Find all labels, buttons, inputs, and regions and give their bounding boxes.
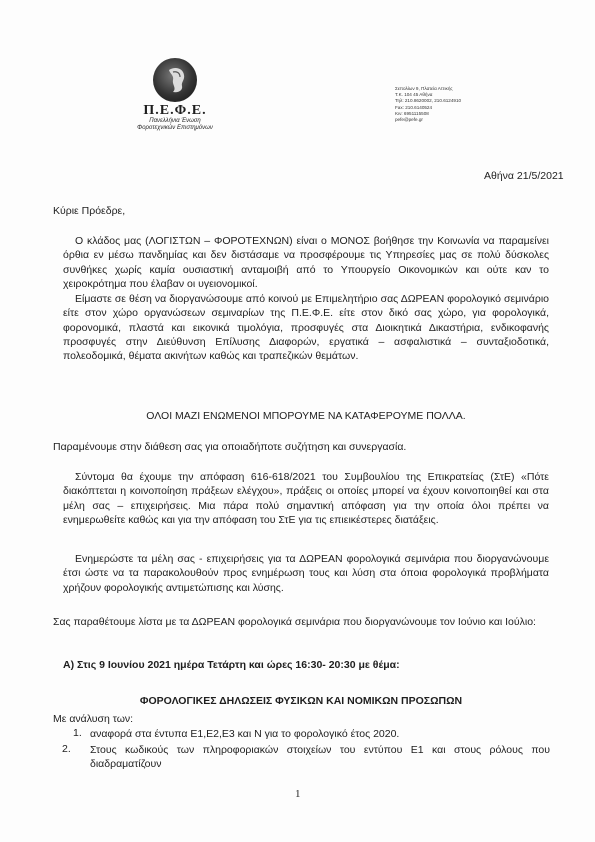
- org-name: Πανελλήνια Ένωση: [149, 118, 201, 124]
- list-item: αναφορά στα έντυπα Ε1,Ε2,Ε3 και Ν για το φορολογικό έτος 2020.: [90, 728, 400, 740]
- letterhead-logo: [130, 58, 220, 132]
- section-a-heading: Α) Στις 9 Ιουνίου 2021 ημέρα Τετάρτη και ώρες 16:30- 20:30 με θέμα:: [63, 659, 400, 671]
- paragraph-4: [63, 470, 549, 527]
- section-a-title: ΦΟΡΟΛΟΓΙΚΕΣ ΔΗΛΩΣΕΙΣ ΦΥΣΙΚΩΝ ΚΑΙ ΝΟΜΙΚΩΝ ΠΡΟΣΩΠΩΝ: [139, 695, 463, 707]
- paragraph-1: [63, 234, 549, 291]
- salutation: Κύριε Πρόεδρε,: [53, 205, 126, 217]
- letter-date: Αθήνα 21/5/2021: [484, 170, 564, 182]
- contact-line: Σεπολίων 9, Πλατεία Αττικής: [395, 86, 453, 91]
- org-abbreviation: Π.Ε.Φ.Ε.: [143, 103, 207, 118]
- list-item-number: 1.: [73, 727, 82, 739]
- paragraph-1-text: Ο κλάδος μας (ΛΟΓΙΣΤΩΝ – ΦΟΡΟΤΕΧΝΩΝ) είναι ο ΜΟΝΟΣ βοήθησε την Κοινωνία να παραμείνει όρθια εν μέσω πανδημίας και δεν διστάσαμε να προσφέρουμε τις Υπηρεσίες μας σε πολύ δύσκολες συνθήκες χωρίς καμία ουσιαστική ανταμοιβή από το Υπουργείο Οικονομικών και ούτε καν το χειροκρότημα που έλαβαν οι υγειονομικοί.: [63, 235, 549, 290]
- page-number: 1: [295, 788, 301, 800]
- contact-line: Τ.Κ. 104 45 Αθήνα: [395, 92, 433, 98]
- paragraph-5: [63, 552, 549, 595]
- contact-line: Fax: 210.6140524: [395, 104, 433, 110]
- analysis-label: Με ανάλυση των:: [53, 713, 134, 725]
- contact-block: [395, 86, 495, 123]
- list-item: Στους κωδικούς των πληροφοριακών στοιχείων του εντύπου Ε1 και στους ρόλους που διαδραματίζουν: [90, 744, 550, 771]
- list-item-number: 2.: [62, 743, 71, 755]
- slogan: ΟΛΟΙ ΜΑΖΙ ΕΝΩΜΕΝΟΙ ΜΠΟΡΟΥΜΕ ΝΑ ΚΑΤΑΦΕΡΟΥΜΕ ΠΟΛΛΑ.: [146, 410, 466, 422]
- logo-emblem-icon: [153, 58, 197, 102]
- contact-email: pefe@pefe.gr: [395, 117, 423, 123]
- contact-line: Τηλ: 210.8620002, 210.6124910: [395, 98, 462, 104]
- paragraph-2-text: Είμαστε σε θέση να διοργανώσουμε από κοινού με Επιμελητήριο σας ΔΩΡΕΑΝ φορολογικό σεμινάριο είτε στον χώρο οργανώσεων σεμιναρίων της Π.Ε.Φ.Ε. είτε στον δικό σας χώρο, για φορολογικά, φορονομικά, πλαστά και εικονικά τιμολόγια, προσφυγές στα Διοικητικά Δικαστήρια, ενδικοφανής προσφυγές στην Διεύθυνση Επίλυσης Διαφορών, εργατικά – ασφαλιστικά – συνταξιοδοτικά, πολεοδομικά, θέματα ακινήτων καθώς και τραπεζικών θεμάτων.: [63, 293, 549, 363]
- org-subtitle: Φοροτεχνικών Επιστημόνων: [137, 125, 213, 131]
- paragraph-3: Παραμένουμε στην διάθεση σας για οποιαδήποτε συζήτηση και συνεργασία.: [53, 441, 407, 453]
- paragraph-6: Σας παραθέτουμε λίστα με τα ΔΩΡΕΑΝ φορολογικά σεμινάρια που διοργανώνουμε τον Ιούνιο και Ιούλιο:: [53, 616, 536, 628]
- paragraph-2: [63, 292, 549, 363]
- contact-line: Κιν: 6951115508: [395, 110, 429, 116]
- paragraph-4-text: Σύντομα θα έχουμε την απόφαση 616-618/2021 του Συμβουλίου της Επικρατείας (ΣτΕ) «Πότε διακόπτεται η κοινοποίηση πράξεων ελέγχου», πράξεις οι οποίες μπορεί να έχουν κοινοποιηθεί και στα μέλη σας – επιχειρήσεις. Μια πάρα πολύ σημαντική απόφαση για την οποία όλοι πρέπει να ενημερωθείτε καθώς και για την απόφαση του ΣτΕ για τις επιεικέστερες διατάξεις.: [63, 471, 549, 526]
- paragraph-5-text: Ενημερώστε τα μέλη σας - επιχειρήσεις για τα ΔΩΡΕΑΝ φορολογικά σεμινάρια που διοργανώνουμε έτσι ώστε να τα παρακολουθούν προς ενημέρωση τους και λύση στα όποια φορολογικά προβλήματα χρήζουν φορολογικής αντιμετώπισης και λύσης.: [63, 553, 549, 594]
